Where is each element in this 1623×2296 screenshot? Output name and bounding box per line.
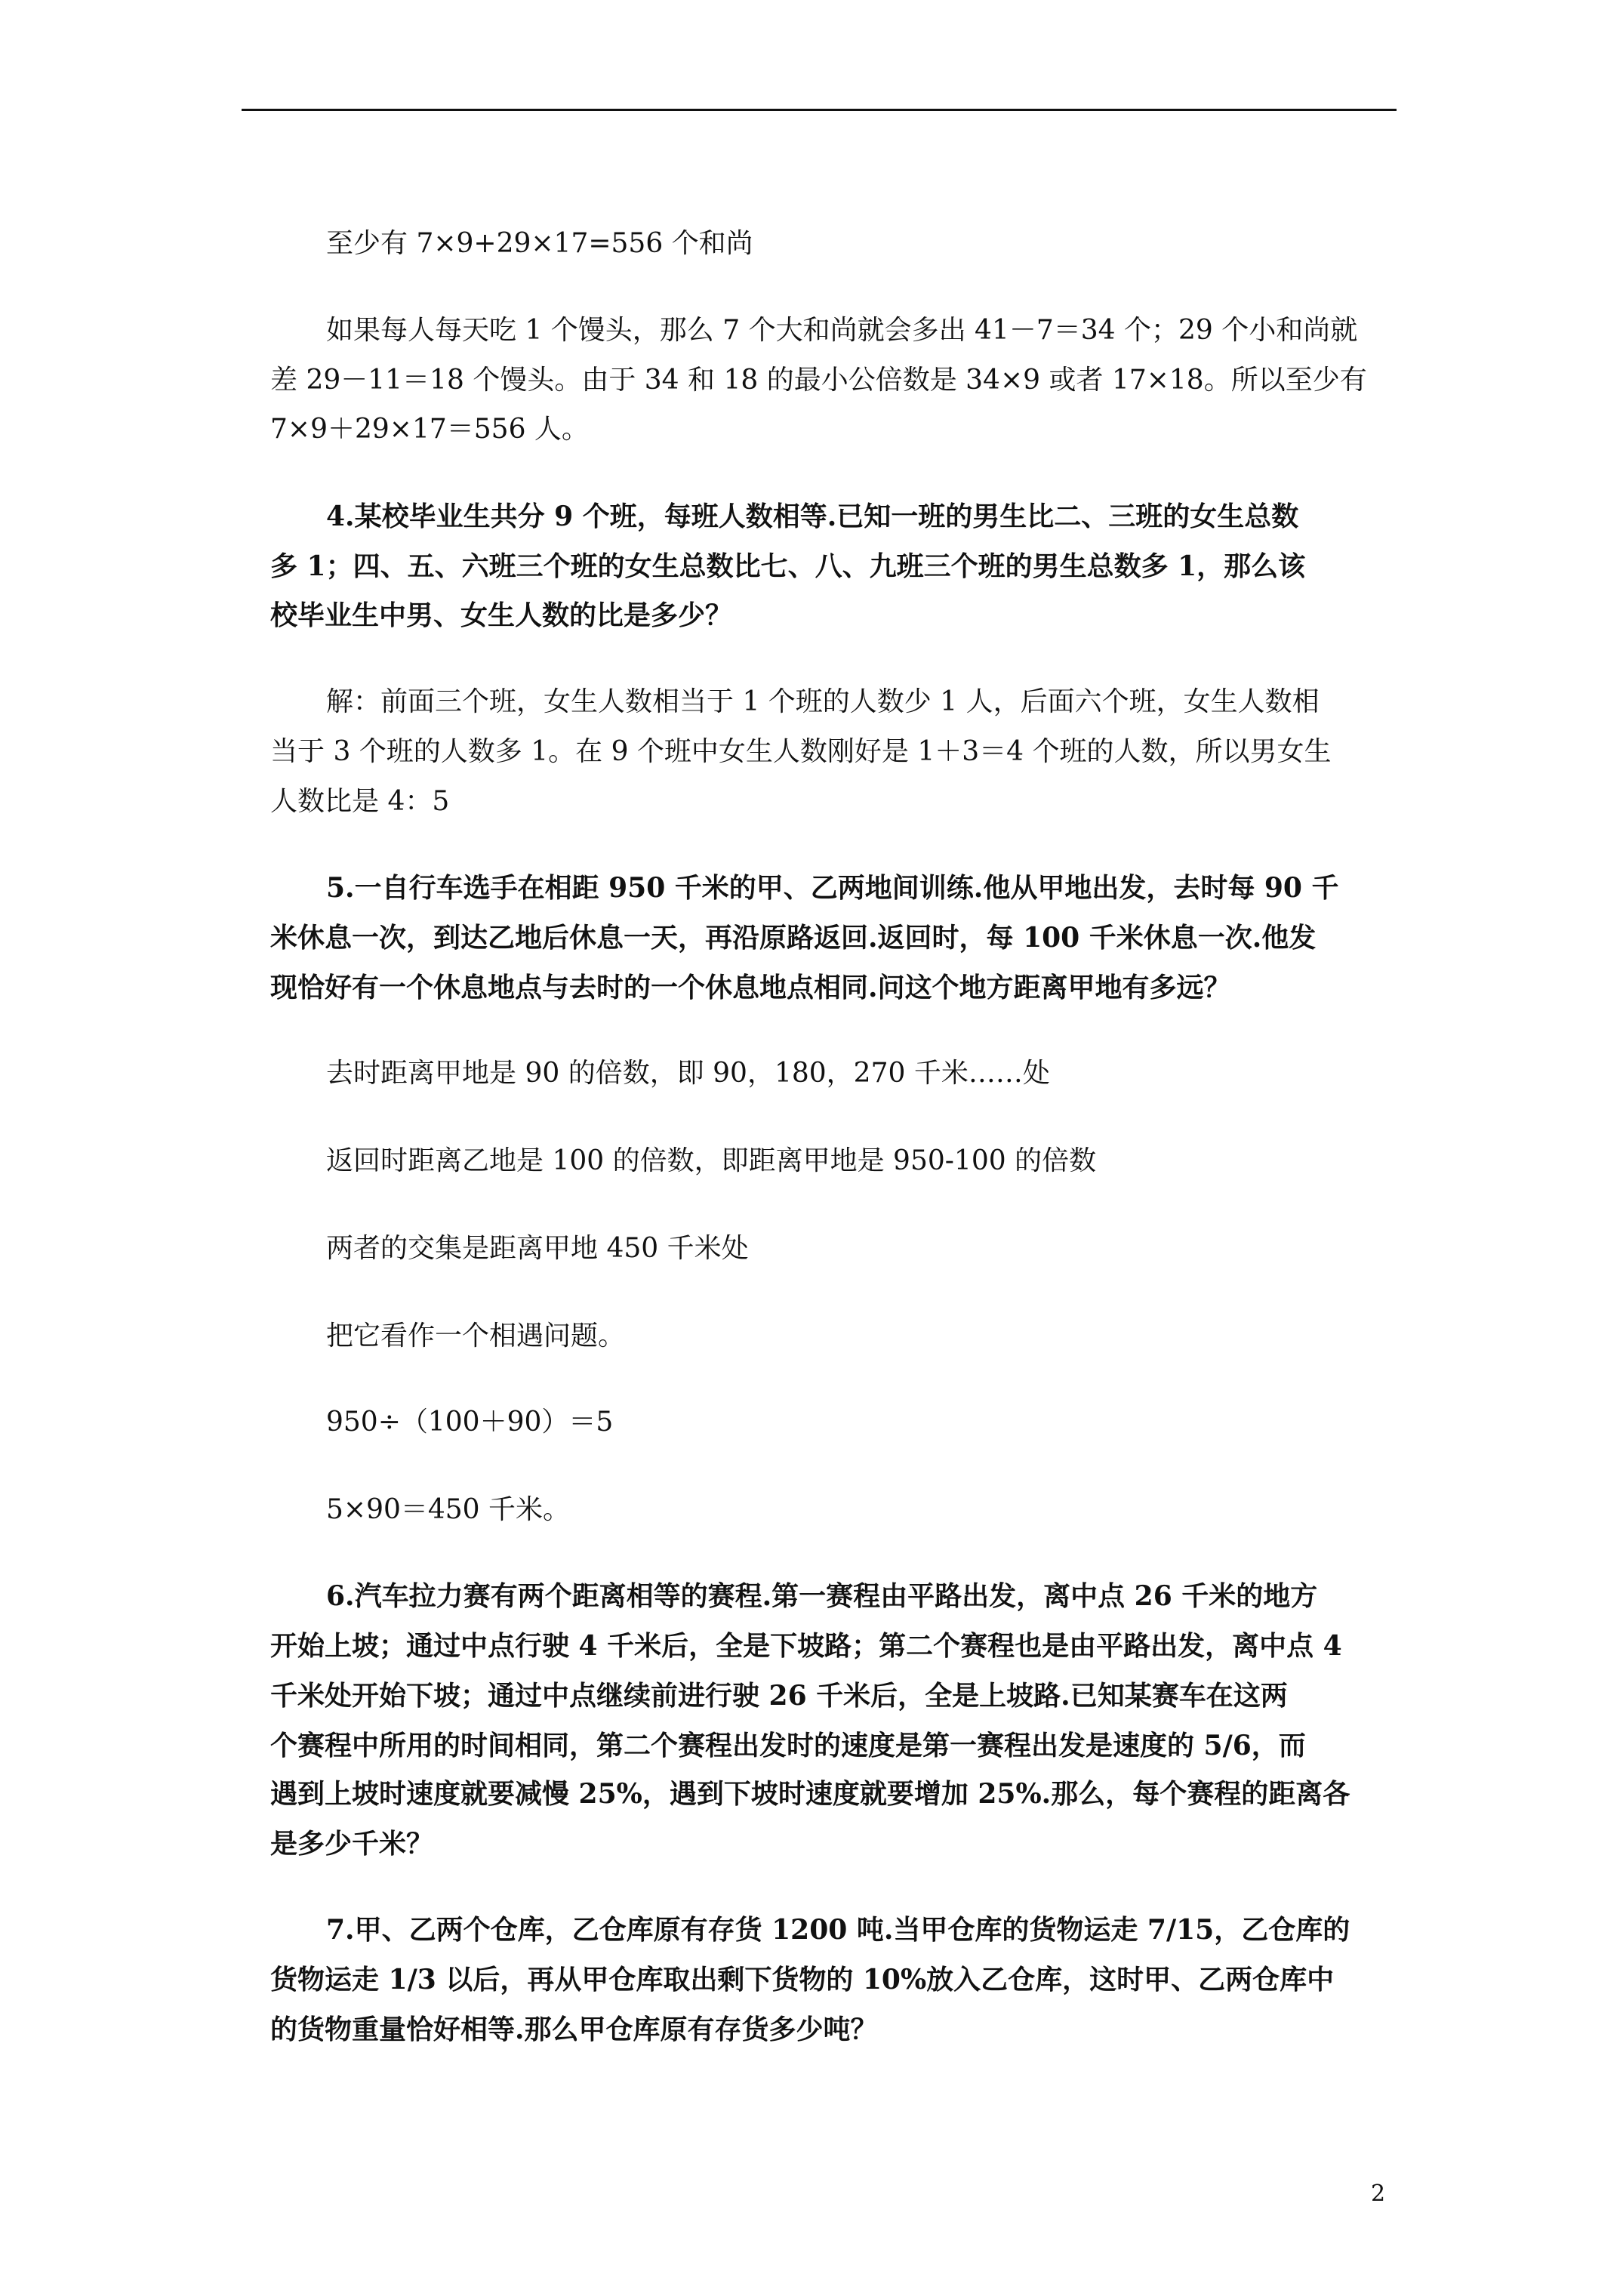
question-line: 开始上坡；通过中点行驶 4 千米后，全是下坡路；第二个赛程也是由平路出发，离中点 4 (270, 1630, 1342, 1662)
text-line: 当于 3 个班的人数多 1。在 9 个班中女生人数刚好是 1＋3＝4 个班的人数，所以男女生 (270, 736, 1332, 767)
question-line: 个赛程中所用的时间相同，第二个赛程出发时的速度是第一赛程出发是速度的 5/6，而 (270, 1730, 1306, 1761)
question-line: 4.某校毕业生共分 9 个班，每班人数相等.已知一班的男生比二、三班的女生总数 (326, 501, 1299, 532)
text-line: 两者的交集是距离甲地 450 千米处 (326, 1233, 749, 1264)
question-line: 的货物重量恰好相等.那么甲仓库原有存货多少吨？ (270, 2014, 878, 2045)
text-line: 人数比是 4：5 (270, 786, 450, 817)
question-line: 5.一自行车选手在相距 950 千米的甲、乙两地间训练.他从甲地出发，去时每 90 千 (326, 872, 1339, 904)
header-rule (242, 109, 1397, 111)
question-line: 多 1；四、五、六班三个班的女生总数比七、八、九班三个班的男生总数多 1，那么该 (270, 550, 1306, 582)
text-line: 把它看作一个相遇问题。 (326, 1321, 626, 1351)
text-line: 5×90＝450 千米。 (326, 1494, 571, 1525)
question-line: 遇到上坡时速度就要减慢 25%，遇到下坡时速度就要增加 25%.那么，每个赛程的距离各 (270, 1778, 1350, 1810)
question-line: 现恰好有一个休息地点与去时的一个休息地点相同.问这个地方距离甲地有多远？ (270, 972, 1231, 1003)
question-line: 米休息一次，到达乙地后休息一天，再沿原路返回.返回时，每 100 千米休息一次.他发 (270, 922, 1317, 954)
text-line: 至少有 7×9+29×17=556 个和尚 (326, 228, 753, 259)
text-line: 解：前面三个班，女生人数相当于 1 个班的人数少 1 人，后面六个班，女生人数相 (326, 686, 1320, 717)
question-line: 校毕业生中男、女生人数的比是多少？ (270, 599, 733, 631)
question-line: 是多少千米？ (270, 1828, 434, 1860)
question-line: 6.汽车拉力赛有两个距离相等的赛程.第一赛程由平路出发，离中点 26 千米的地方 (326, 1580, 1318, 1612)
question-line: 货物运走 1/3 以后，再从甲仓库取出剩下货物的 10%放入乙仓库，这时甲、乙两仓库中 (270, 1964, 1335, 1996)
text-line: 7×9＋29×17＝556 人。 (270, 414, 589, 445)
text-line: 差 29－11＝18 个馒头。由于 34 和 18 的最小公倍数是 34×9 或者 17×18。所以至少有 (270, 365, 1367, 396)
text-line: 返回时距离乙地是 100 的倍数，即距离甲地是 950-100 的倍数 (326, 1145, 1097, 1176)
text-line: 去时距离甲地是 90 的倍数，即 90，180，270 千米……处 (326, 1058, 1050, 1089)
text-line: 950÷（100＋90）＝5 (326, 1407, 614, 1438)
page-number: 2 (1371, 2180, 1386, 2207)
question-line: 千米处开始下坡；通过中点继续前进行驶 26 千米后，全是上坡路.已知某赛车在这两 (270, 1680, 1288, 1712)
text-line: 如果每人每天吃 1 个馒头，那么 7 个大和尚就会多出 41－7＝34 个；29 个小和尚就 (326, 315, 1358, 346)
question-line: 7.甲、乙两个仓库，乙仓库原有存货 1200 吨.当甲仓库的货物运走 7/15，乙仓库的 (326, 1914, 1350, 1946)
